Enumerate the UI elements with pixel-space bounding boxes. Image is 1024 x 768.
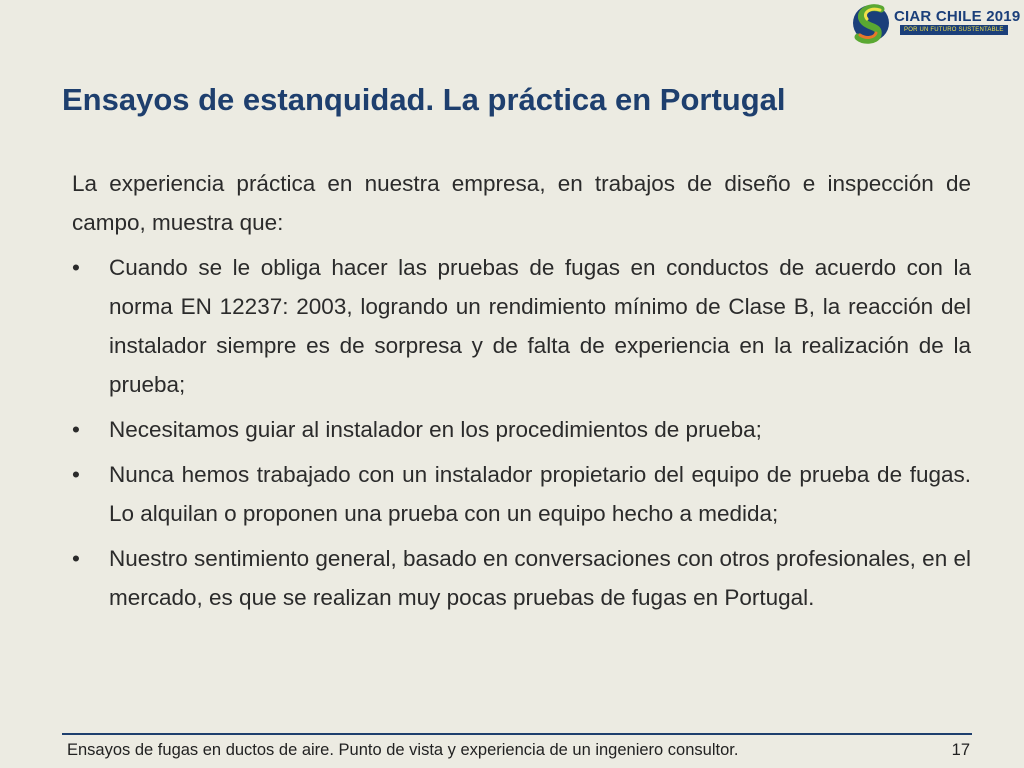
- footer-text: Ensayos de fugas en ductos de aire. Punto de vista y experiencia de un ingeniero consultor.: [67, 741, 739, 759]
- bullet-item: [72, 539, 971, 617]
- bullet-dot-icon: •: [72, 255, 80, 280]
- bullet-text: Nunca hemos trabajado con un instalador propietario del equipo de prueba de fugas. Lo alquilan o proponen una prueba con un equipo hecho a medida;: [109, 462, 971, 526]
- bullet-dot-icon: •: [72, 417, 80, 442]
- logo-title: CIAR CHILE 2019: [894, 8, 1021, 25]
- bullet-list: [72, 248, 971, 617]
- bullet-item: [72, 410, 971, 449]
- slide-title: Ensayos de estanquidad. La práctica en Portugal: [62, 82, 786, 117]
- bullet-dot-icon: •: [72, 546, 80, 571]
- intro-paragraph: La experiencia práctica en nuestra empresa, en trabajos de diseño e inspección de campo, muestra que:: [72, 171, 971, 235]
- bullet-item: [72, 455, 971, 533]
- bullet-text: Cuando se le obliga hacer las pruebas de fugas en conductos de acuerdo con la norma EN 12237: 2003, logrando un rendimiento mínimo de Clase B, la reacción del instalador siempre es de sorpresa y de falta de experiencia en la realización de la prueba;: [109, 255, 971, 397]
- ciar-logo-icon: [850, 0, 892, 46]
- slide-body: [72, 164, 971, 623]
- ciar-chile-logo: [850, 0, 1021, 50]
- footer-divider: [62, 733, 972, 735]
- bullet-dot-icon: •: [72, 462, 80, 487]
- bullet-text: Necesitamos guiar al instalador en los procedimientos de prueba;: [109, 417, 762, 442]
- page-number: 17: [951, 741, 970, 759]
- bullet-text: Nuestro sentimiento general, basado en conversaciones con otros profesionales, en el mercado, es que se realizan muy pocas pruebas de fugas en Portugal.: [109, 546, 971, 610]
- bullet-item: [72, 248, 971, 404]
- logo-tagline: POR UN FUTURO SUSTENTABLE: [900, 25, 1008, 35]
